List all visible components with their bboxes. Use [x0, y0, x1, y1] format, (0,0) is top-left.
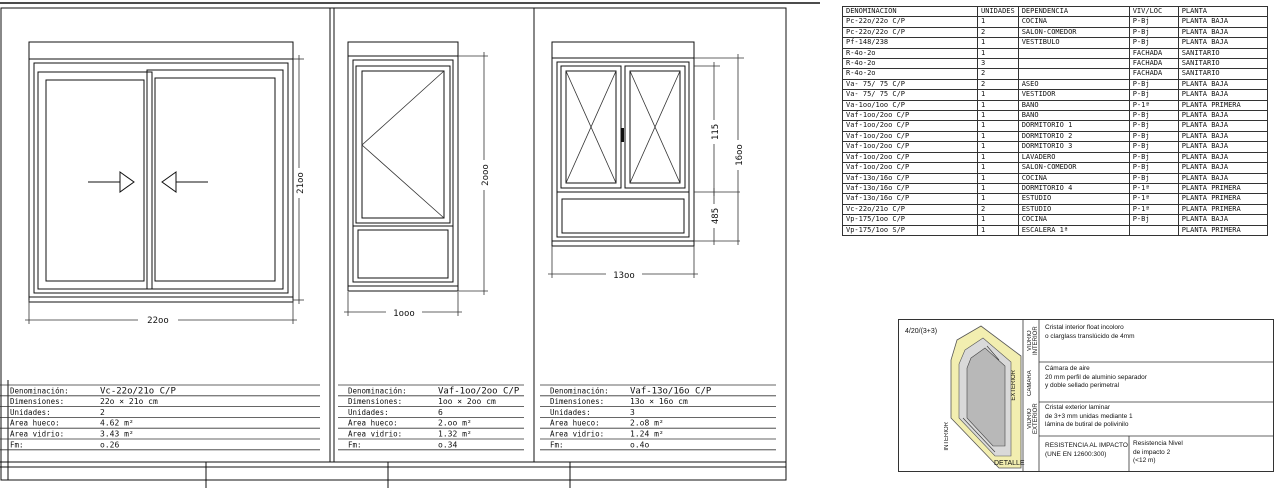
- table-cell: SANITARIO: [1178, 48, 1267, 58]
- table-cell: FACHADA: [1129, 48, 1178, 58]
- info-value-denominacion: Vaf-1oo/2oo C/P: [438, 386, 520, 397]
- table-cell: ESCALERA 1ª: [1018, 225, 1129, 235]
- width-dimension: [25, 300, 297, 326]
- table-cell: Vp-175/1oo S/P: [843, 225, 978, 235]
- left-sash: [38, 72, 152, 289]
- table-cell: Vc-22o/21o C/P: [843, 204, 978, 214]
- table-cell: P-Bj: [1129, 173, 1178, 183]
- table-cell: PLANTA BAJA: [1178, 38, 1267, 48]
- lower-height-dimension: [694, 188, 740, 245]
- column-header: UNIDADES: [978, 7, 1019, 17]
- table-cell: PLANTA BAJA: [1178, 173, 1267, 183]
- info-label-area_vidrio: Area vidrio:: [550, 429, 605, 439]
- lintel: [29, 42, 293, 59]
- table-cell: DORMITORIO 4: [1018, 183, 1129, 193]
- table-cell: R-4o-2o: [843, 69, 978, 79]
- table-cell: Vaf-1oo/2oo C/P: [843, 142, 978, 152]
- label-detalle: DETALLE: [994, 460, 1025, 467]
- layer-note: Cristal interior float incoloro o clarglass translúcido de 4mm: [1045, 324, 1135, 340]
- table-cell: PLANTA PRIMERA: [1178, 225, 1267, 235]
- inner-frame: [34, 63, 288, 293]
- label-exterior: EXTERIOR: [1011, 370, 1017, 401]
- table-cell: PLANTA BAJA: [1178, 131, 1267, 141]
- info-value-area_hueco: 4.62 m²: [100, 418, 134, 428]
- info-value-area_vidrio: 3.43 m²: [100, 429, 134, 439]
- table-row: [843, 121, 1268, 131]
- right-sash: [147, 70, 283, 289]
- table-cell: Vaf-1oo/2oo C/P: [843, 152, 978, 162]
- table-cell: P-1ª: [1129, 194, 1178, 204]
- height-dimension-label: 2ooo: [481, 164, 491, 186]
- slide-arrow-right-icon: [88, 172, 134, 192]
- schedule-body: [843, 17, 1268, 236]
- table-cell: PLANTA BAJA: [1178, 152, 1267, 162]
- table-cell: R-4o-2o: [843, 59, 978, 69]
- layer-note: Cristal exterior laminar de 3+3 mm unidas mediante 1 lámina de butiral de polivinilo: [1045, 404, 1133, 428]
- table-cell: SALON-COMEDOR: [1018, 27, 1129, 37]
- table-cell: ASEO: [1018, 79, 1129, 89]
- table-row: [843, 215, 1268, 225]
- table-cell: P-Bj: [1129, 111, 1178, 121]
- table-cell: 1: [978, 48, 1019, 58]
- table-row: [843, 194, 1268, 204]
- table-cell: 1: [978, 90, 1019, 100]
- table-cell: P-Bj: [1129, 152, 1178, 162]
- layer-note: Cámara de aire 20 mm perfil de aluminio separador y doble sellado perimetral: [1045, 365, 1147, 389]
- width-dimension: [344, 292, 462, 319]
- table-row: [843, 163, 1268, 173]
- table-cell: 1: [978, 131, 1019, 141]
- table-cell: Vaf-1oo/2oo C/P: [843, 121, 978, 131]
- glazing-detail-panel: [898, 319, 1274, 472]
- table-cell: 2: [978, 79, 1019, 89]
- info-label-dimensiones: Dimensiones:: [10, 397, 65, 407]
- table-cell: Va- 75/ 75 C/P: [843, 79, 978, 89]
- lintel: [348, 42, 458, 56]
- table-cell: 1: [978, 152, 1019, 162]
- table-cell: P-Bj: [1129, 79, 1178, 89]
- table-cell: P-Bj: [1129, 142, 1178, 152]
- table-cell: BAÑO: [1018, 100, 1129, 110]
- table-cell: 2: [978, 69, 1019, 79]
- table-row: [843, 111, 1268, 121]
- table-row: [843, 48, 1268, 58]
- info-value-unidades: 3: [630, 407, 635, 417]
- info-label-dimensiones: Dimensiones:: [348, 397, 403, 407]
- table-cell: P-Bj: [1129, 27, 1178, 37]
- elevation-sliding-window: [25, 42, 306, 326]
- info-label-fm: Fm:: [348, 440, 362, 450]
- info-value-area_vidrio: 1.24 m²: [630, 429, 664, 439]
- table-cell: Vaf-13o/16o C/P: [843, 183, 978, 193]
- info-value-fm: o.26: [100, 440, 120, 450]
- table-cell: BAÑO: [1018, 111, 1129, 121]
- info-label-area_hueco: Area hueco:: [348, 418, 398, 428]
- table-cell: P-Bj: [1129, 90, 1178, 100]
- table-cell: ESTUDIO: [1018, 194, 1129, 204]
- table-row: [843, 79, 1268, 89]
- layer-label: VIDRIO INTERIOR: [1027, 326, 1039, 356]
- table-cell: 2: [978, 27, 1019, 37]
- info-label-unidades: Unidades:: [348, 407, 389, 417]
- info-value-denominacion: Vaf-13o/16o C/P: [630, 386, 712, 397]
- table-cell: FACHADA: [1129, 69, 1178, 79]
- layer-label: CAMARA: [1027, 370, 1033, 396]
- table-cell: COCINA: [1018, 215, 1129, 225]
- info-label-denominacion: Denominación:: [10, 386, 69, 396]
- impact-level-note: Resistencia Nivel de impacto 2 (<12 m): [1133, 440, 1183, 464]
- table-cell: PLANTA BAJA: [1178, 27, 1267, 37]
- table-cell: PLANTA BAJA: [1178, 17, 1267, 27]
- sill: [348, 286, 458, 291]
- table-row: [843, 173, 1268, 183]
- upper-height-dimension-label: 115: [711, 123, 721, 141]
- info-value-unidades: 6: [438, 407, 443, 417]
- table-cell: P-Bj: [1129, 38, 1178, 48]
- height-dimension: [293, 55, 306, 304]
- info-label-unidades: Unidades:: [10, 407, 51, 417]
- table-cell: P-1ª: [1129, 100, 1178, 110]
- info-label-fm: Fm:: [550, 440, 564, 450]
- table-cell: R-4o-2o: [843, 48, 978, 58]
- inner-frame: [557, 62, 689, 237]
- table-cell: COCINA: [1018, 173, 1129, 183]
- table-cell: PLANTA PRIMERA: [1178, 100, 1267, 110]
- table-cell: COCINA: [1018, 17, 1129, 27]
- outer-frame: [552, 58, 694, 241]
- table-cell: 1: [978, 38, 1019, 48]
- info-value-area_vidrio: 1.32 m²: [438, 429, 472, 439]
- table-cell: PLANTA BAJA: [1178, 215, 1267, 225]
- table-cell: P-1ª: [1129, 183, 1178, 193]
- table-cell: PLANTA BAJA: [1178, 90, 1267, 100]
- elevation-tilt-window: [344, 42, 491, 319]
- table-cell: 1: [978, 142, 1019, 152]
- slide-arrow-left-icon: [162, 172, 208, 192]
- outer-frame: [29, 59, 293, 297]
- glazing-code: 4/20/(3+3): [905, 328, 938, 335]
- table-cell: P-1ª: [1129, 204, 1178, 214]
- info-value-fm: o.34: [438, 440, 458, 450]
- table-cell: PLANTA PRIMERA: [1178, 183, 1267, 193]
- table-cell: DORMITORIO 2: [1018, 131, 1129, 141]
- info-value-fm: o.4o: [630, 440, 650, 450]
- impact-resistance-note: RESISTENCIA AL IMPACTO (UNE EN 12600:300): [1045, 442, 1128, 458]
- height-dimension-label: 16oo: [735, 144, 745, 166]
- info-label-area_vidrio: Area vidrio:: [348, 429, 403, 439]
- table-cell: VESTIDOR: [1018, 90, 1129, 100]
- column-header: PLANTA: [1178, 7, 1267, 17]
- info-label-area_vidrio: Area vidrio:: [10, 429, 65, 439]
- table-cell: Va- 75/ 75 C/P: [843, 90, 978, 100]
- table-cell: PLANTA PRIMERA: [1178, 194, 1267, 204]
- table-cell: SALON-COMEDOR: [1018, 163, 1129, 173]
- table-cell: 1: [978, 121, 1019, 131]
- table-cell: 1: [978, 194, 1019, 204]
- info-value-dimensiones: 13o × 16o cm: [630, 397, 688, 407]
- column-header: VIV/LOC: [1129, 7, 1178, 17]
- width-dimension-label: 22oo: [147, 316, 169, 326]
- lintel: [552, 42, 694, 58]
- table-row: [843, 131, 1268, 141]
- table-row: [843, 17, 1268, 27]
- table-cell: P-Bj: [1129, 131, 1178, 141]
- upper-height-dimension: [694, 62, 740, 196]
- table-row: [843, 142, 1268, 152]
- table-cell: LAVADERO: [1018, 152, 1129, 162]
- width-dimension: [548, 246, 698, 281]
- width-dimension-label: 13oo: [613, 271, 635, 281]
- info-label-denominacion: Denominación:: [550, 386, 609, 396]
- table-cell: P-Bj: [1129, 215, 1178, 225]
- table-cell: VESTIBULO: [1018, 38, 1129, 48]
- table-cell: ESTUDIO: [1018, 204, 1129, 214]
- info-value-unidades: 2: [100, 407, 105, 417]
- lower-fixed-panel: [358, 230, 448, 278]
- table-cell: PLANTA PRIMERA: [1178, 204, 1267, 214]
- table-cell: Va-1oo/1oo C/P: [843, 100, 978, 110]
- table-cell: [1018, 69, 1129, 79]
- table-header-row: [843, 7, 1268, 17]
- upper-glass: [362, 71, 444, 218]
- width-dimension-label: 1ooo: [393, 309, 415, 319]
- info-label-area_hueco: Area hueco:: [10, 418, 60, 428]
- info-value-area_hueco: 2.oo m²: [438, 418, 472, 428]
- table-cell: P-Bj: [1129, 17, 1178, 27]
- table-row: [843, 27, 1268, 37]
- table-cell: P-Bj: [1129, 163, 1178, 173]
- sill: [552, 241, 694, 246]
- table-cell: PLANTA BAJA: [1178, 163, 1267, 173]
- info-label-dimensiones: Dimensiones:: [550, 397, 605, 407]
- table-cell: PLANTA BAJA: [1178, 142, 1267, 152]
- sill: [29, 297, 293, 302]
- label-interior: INTERIOR: [944, 422, 950, 451]
- table-row: [843, 90, 1268, 100]
- table-cell: DORMITORIO 3: [1018, 142, 1129, 152]
- info-value-denominacion: Vc-22o/21o C/P: [100, 386, 176, 397]
- table-cell: Pc-22o/22o C/P: [843, 27, 978, 37]
- table-cell: 1: [978, 111, 1019, 121]
- table-cell: Vaf-1oo/2oo C/P: [843, 163, 978, 173]
- info-label-fm: Fm:: [10, 440, 24, 450]
- table-cell: P-Bj: [1129, 121, 1178, 131]
- table-cell: 2: [978, 204, 1019, 214]
- table-cell: 1: [978, 183, 1019, 193]
- lower-height-dimension-label: 485: [711, 207, 721, 225]
- info-value-dimensiones: 22o × 21o cm: [100, 397, 158, 407]
- table-cell: 1: [978, 225, 1019, 235]
- table-cell: [1018, 59, 1129, 69]
- table-cell: 3: [978, 59, 1019, 69]
- opening-triangle: [362, 71, 444, 218]
- table-row: [843, 69, 1268, 79]
- table-cell: DORMITORIO 1: [1018, 121, 1129, 131]
- elevation-double-window: [548, 42, 745, 281]
- table-cell: Vaf-1oo/2oo C/P: [843, 111, 978, 121]
- left-glass: [46, 80, 144, 281]
- table-cell: PLANTA BAJA: [1178, 79, 1267, 89]
- table-row: [843, 152, 1268, 162]
- lower-fixed-panel: [562, 199, 684, 233]
- info-label-denominacion: Denominación:: [348, 386, 407, 396]
- column-header: DEPENDENCIA: [1018, 7, 1129, 17]
- table-cell: Vp-175/1oo C/P: [843, 215, 978, 225]
- height-dimension: [458, 52, 491, 295]
- info-value-dimensiones: 1oo × 2oo cm: [438, 397, 496, 407]
- info-value-area_hueco: 2.o8 m²: [630, 418, 664, 428]
- table-row: [843, 204, 1268, 214]
- layer-label: VIDRIO EXTERIOR: [1027, 403, 1039, 434]
- inner-frame: [353, 60, 453, 282]
- table-row: [843, 59, 1268, 69]
- outer-frame: [348, 56, 458, 286]
- right-glass: [155, 78, 275, 281]
- table-cell: PLANTA BAJA: [1178, 111, 1267, 121]
- window-info-boxes: [0, 385, 776, 450]
- height-dimension-label: 21oo: [296, 172, 306, 194]
- table-cell: SANITARIO: [1178, 59, 1267, 69]
- upper-sash: [356, 66, 450, 223]
- table-row: [843, 38, 1268, 48]
- table-row: [843, 183, 1268, 193]
- table-row: [843, 225, 1268, 235]
- info-label-unidades: Unidades:: [550, 407, 591, 417]
- table-cell: 1: [978, 17, 1019, 27]
- table-cell: [1129, 225, 1178, 235]
- handle-icon: [621, 128, 624, 142]
- table-cell: FACHADA: [1129, 59, 1178, 69]
- table-cell: 1: [978, 173, 1019, 183]
- table-cell: Pf-148/238: [843, 38, 978, 48]
- table-cell: 1: [978, 215, 1019, 225]
- table-cell: Pc-22o/22o C/P: [843, 17, 978, 27]
- table-cell: [1018, 48, 1129, 58]
- table-cell: PLANTA BAJA: [1178, 121, 1267, 131]
- table-cell: SANITARIO: [1178, 69, 1267, 79]
- column-header: DENOMINACION: [843, 7, 978, 17]
- table-cell: 1: [978, 163, 1019, 173]
- table-cell: Vaf-1oo/2oo C/P: [843, 131, 978, 141]
- info-label-area_hueco: Area hueco:: [550, 418, 600, 428]
- table-cell: Vaf-13o/16o C/P: [843, 173, 978, 183]
- sheet-frame: [1, 8, 786, 480]
- table-cell: 1: [978, 100, 1019, 110]
- table-row: [843, 100, 1268, 110]
- window-schedule-table: [842, 6, 1268, 236]
- table-cell: Vaf-13o/16o C/P: [843, 194, 978, 204]
